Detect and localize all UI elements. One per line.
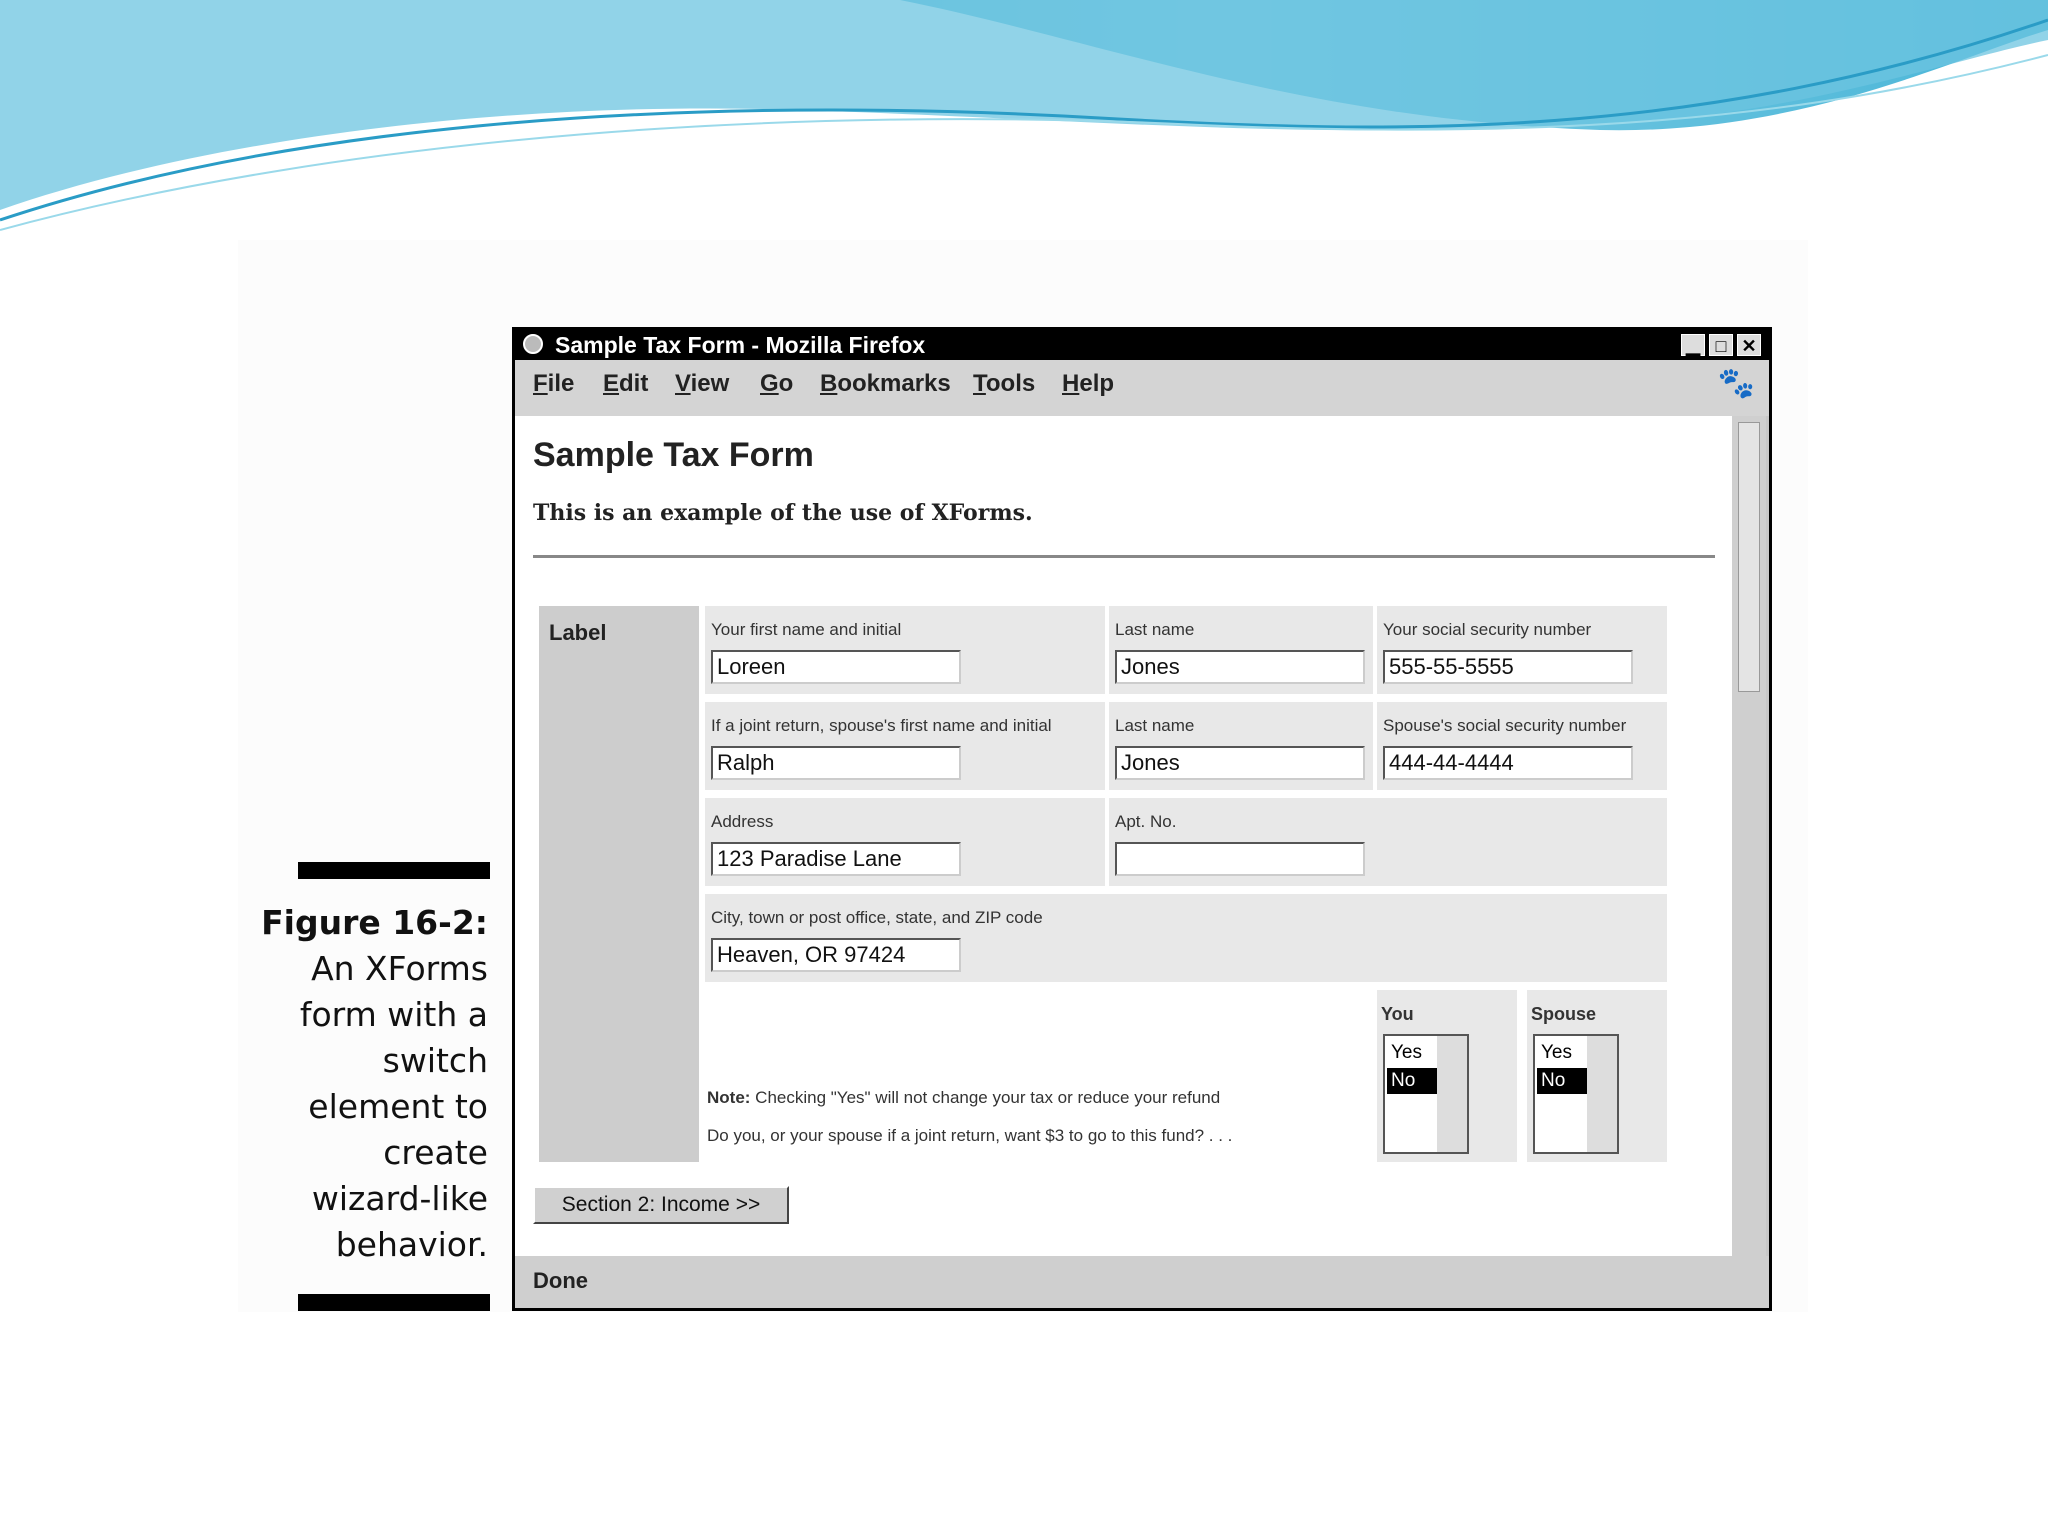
apt-cell — [1109, 798, 1667, 886]
spouse-select-cell — [1527, 990, 1667, 1162]
spouse-last-cell — [1109, 702, 1373, 790]
caption-line: behavior. — [335, 1225, 488, 1264]
browser-window — [512, 327, 1772, 1311]
note-text: Note: Checking "Yes" will not change your tax or reduce your refund — [707, 1088, 1221, 1107]
label-header: Label — [549, 620, 607, 645]
first-name-label: Your first name and initial — [711, 620, 902, 639]
page-title: Sample Tax Form — [533, 436, 814, 474]
spouse-first-label: If a joint return, spouse's first name and initial — [711, 716, 1052, 735]
spouse-ssn-label: Spouse's social security number — [1383, 716, 1627, 735]
maximize-button[interactable]: □ — [1709, 334, 1733, 356]
you-header: You — [1381, 1004, 1414, 1024]
caption-line: wizard-like — [311, 1179, 488, 1218]
page-content — [515, 416, 1732, 1256]
figure-caption — [250, 900, 488, 1268]
status-bar — [515, 1256, 1769, 1308]
throbber-paw-icon: 🐾 — [1717, 367, 1755, 400]
spouse-option-yes[interactable]: Yes — [1541, 1042, 1572, 1063]
caption-rule-bottom — [298, 1294, 490, 1311]
header-wave — [0, 0, 2048, 240]
scrollbar-thumb[interactable] — [1738, 422, 1760, 692]
apt-label: Apt. No. — [1115, 812, 1177, 831]
you-option-no[interactable]: No — [1387, 1068, 1439, 1094]
caption-line: form with a — [299, 995, 488, 1034]
menu-edit[interactable]: Edit — [603, 370, 649, 397]
menu-view[interactable]: View — [675, 370, 730, 397]
spouse-first-cell — [705, 702, 1105, 790]
label-column — [539, 606, 699, 1162]
spouse-last-input[interactable] — [1115, 746, 1365, 780]
divider — [533, 555, 1715, 558]
you-select-cell — [1377, 990, 1517, 1162]
menu-file[interactable]: File — [533, 370, 575, 397]
menu-tools[interactable]: Tools — [973, 370, 1036, 397]
address-input[interactable] — [711, 842, 961, 876]
city-label: City, town or post office, state, and ZIP code — [711, 908, 1043, 927]
page-subtitle: This is an example of the use of XForms. — [533, 500, 1033, 526]
spouse-listbox[interactable] — [1533, 1034, 1619, 1154]
close-button[interactable]: ✕ — [1737, 334, 1761, 356]
window-title: Sample Tax Form - Mozilla Firefox — [555, 332, 926, 358]
caption-line: element to — [308, 1087, 488, 1126]
last-name-label: Last name — [1115, 620, 1195, 639]
caption-line: An XForms — [311, 949, 488, 988]
spouse-header: Spouse — [1531, 1004, 1597, 1024]
you-listbox-scroll[interactable] — [1437, 1036, 1467, 1152]
spouse-ssn-cell — [1377, 702, 1667, 790]
spouse-listbox-scroll[interactable] — [1587, 1036, 1617, 1152]
figure-number: Figure 16-2: — [261, 903, 488, 942]
city-cell — [705, 894, 1667, 982]
spouse-last-label: Last name — [1115, 716, 1195, 735]
address-cell — [705, 798, 1105, 886]
spouse-option-no[interactable]: No — [1537, 1068, 1589, 1094]
menu-bar — [515, 360, 1769, 416]
fund-question: Do you, or your spouse if a joint return, want $3 to go to this fund? . . . — [707, 1126, 1233, 1145]
title-bar — [515, 330, 1769, 360]
firefox-icon — [523, 334, 543, 354]
menu-bookmarks[interactable]: Bookmarks — [820, 370, 951, 397]
address-label: Address — [711, 812, 774, 831]
first-name-input[interactable] — [711, 650, 961, 684]
last-name-input[interactable] — [1115, 650, 1365, 684]
minimize-button[interactable]: ▁ — [1681, 334, 1705, 356]
caption-rule-top — [298, 862, 490, 879]
apt-input[interactable] — [1115, 842, 1365, 876]
you-option-yes[interactable]: Yes — [1391, 1042, 1422, 1063]
caption-line: switch — [382, 1041, 488, 1080]
you-listbox[interactable] — [1383, 1034, 1469, 1154]
status-text: Done — [533, 1268, 588, 1293]
spouse-first-input[interactable] — [711, 746, 961, 780]
spouse-ssn-input[interactable] — [1383, 746, 1633, 780]
menu-go[interactable]: Go — [760, 370, 794, 397]
city-input[interactable] — [711, 938, 961, 972]
ssn-label: Your social security number — [1383, 620, 1592, 639]
last-name-cell — [1109, 606, 1373, 694]
vertical-scrollbar[interactable] — [1732, 416, 1766, 1256]
ssn-input[interactable] — [1383, 650, 1633, 684]
next-section-button[interactable]: Section 2: Income >> — [533, 1186, 789, 1224]
ssn-cell — [1377, 606, 1667, 694]
caption-line: create — [383, 1133, 488, 1172]
first-name-cell — [705, 606, 1105, 694]
menu-help[interactable]: Help — [1062, 370, 1115, 397]
